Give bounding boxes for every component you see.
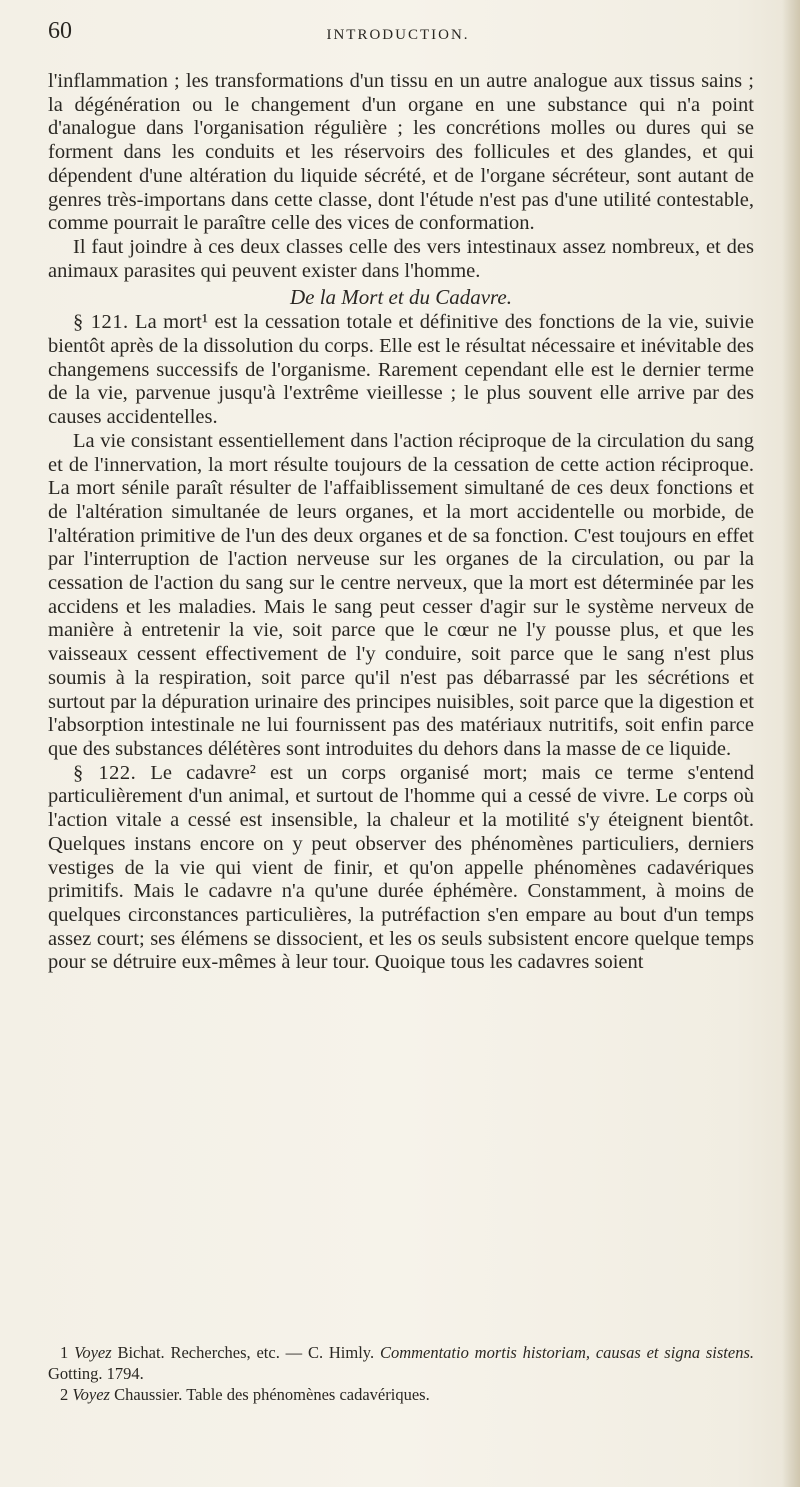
footnotes bbox=[48, 1342, 754, 1405]
footnote-1 bbox=[48, 1342, 754, 1384]
paragraph-pathology-classes: l'inflammation ; les transformations d'un tissu en un autre analogue aux tissus sains ; la dégénération ou le changement d'un organe en une substance qui n'a point d'analogue dans l'organisation régulière ; les concrétions molles ou dures qui se forment dans les conduits et les réservoirs des follicules et des glandes, et qui dépendent d'une altération du liquide sécrété, et de l'organe sécréteur, sont autant de genres très-importans dans cette classe, dont l'étude n'est pas d'une utilité contestable, comme pourrait le paraître celle des vices de conformation. bbox=[48, 70, 754, 235]
footnote-1-voyez: Voyez bbox=[74, 1343, 112, 1362]
section-heading: De la Mort et du Cadavre. bbox=[289, 285, 513, 310]
page-number: 60 bbox=[48, 18, 72, 44]
paragraph-section-121 bbox=[48, 311, 754, 430]
footnote-2-mark: 2 bbox=[60, 1385, 69, 1404]
page-edge-shadow bbox=[782, 0, 800, 1487]
running-title: INTRODUCTION. bbox=[326, 27, 470, 43]
footnote-1-title: Commentatio mortis historiam, causas et signa sistens. bbox=[379, 1343, 755, 1362]
footnote-1-authors: Bichat. Recherches, etc. — C. Himly. bbox=[111, 1343, 380, 1362]
footnote-2-text: Chaussier. Table des phénomènes cadavériques. bbox=[109, 1385, 430, 1404]
paragraph-life-circulation: La vie consistant essentiellement dans l'action réciproque de la circulation du sang et de l'innervation, la mort résulte toujours de la cessation de cette action réciproque. La mort sénile paraît résulter de l'affaiblissement simultané de ces deux fonctions et de l'altération simultanée de leurs organes, et la mort accidentelle ou morbide, de l'altération primitive de l'un des deux organes et de sa fonction. C'est toujours en effet par l'interruption de l'action nerveuse sur les organes de la circulation, ou par la cessation de l'action du sang sur le centre nerveux, que la mort est déterminée par les accidens et les maladies. Mais le sang peut cesser d'agir sur le système nerveux de manière à entretenir la vie, soit parce que le cœur ne l'y pousse plus, et que les vaisseaux cessent effectivement de l'y conduire, soit parce que le sang n'est plus soumis à la respiration, soit parce qu'il n'est pas débarrassé par les sécrétions et surtout par la dépuration urinaire des principes nuisibles, soit parce que la digestion et l'absorption intestinale ne lui fournissent pas des matériaux nutritifs, soit enfin parce que des substances délétères sont introduites du dehors dans la masse de ce liquide. bbox=[48, 429, 754, 760]
body-text bbox=[48, 70, 754, 975]
footnote-2-voyez: Voyez bbox=[72, 1385, 110, 1404]
paragraph-section-122 bbox=[48, 762, 754, 975]
page-header bbox=[48, 18, 748, 58]
section-number-122: § 122. bbox=[73, 761, 137, 784]
paragraph-intestinal-worms: Il faut joindre à ces deux classes celle des vers intestinaux assez nombreux, et des animaux parasites qui peuvent exister dans l'homme. bbox=[48, 235, 754, 282]
paragraph-cadaver-definition: Le cadavre² est un corps organisé mort; mais ce terme s'entend particulièrement d'un animal, et surtout de l'homme qui a cessé de vivre. Le corps où l'action vitale a cessé est insensible, la chaleur et la motilité s'y éteignent bientôt. Quelques instans encore on y peut observer des phénomènes particuliers, derniers vestiges de la vie qui vient de finir, et qu'on appelle phénomènes cadavériques primitifs. Mais le cadavre n'a qu'une durée éphémère. Constamment, à moins de quelques circonstances particulières, la putréfaction s'en empare au bout d'un temps assez court; ses élémens se dissocient, et les os seuls subsistent encore quelque temps pour se détruire eux-mêmes à leur tour. Quoique tous les cadavres soient bbox=[48, 761, 754, 974]
section-number-121: § 121. bbox=[73, 311, 129, 334]
paragraph-death-definition: La mort¹ est la cessation totale et définitive des fonctions de la vie, suivie bientôt après de la dissolution du corps. Elle est le résultat nécessaire et inévitable des changemens successifs de l'organisme. Rarement cependant elle est le dernier terme de la vie, parvenue jusqu'à l'extrême vieillesse ; le plus souvent elle arrive par des causes accidentelles. bbox=[48, 311, 755, 429]
footnote-1-place: Gotting. 1794. bbox=[48, 1364, 144, 1383]
footnote-1-mark: 1 bbox=[60, 1343, 69, 1362]
footnote-2 bbox=[48, 1384, 754, 1405]
